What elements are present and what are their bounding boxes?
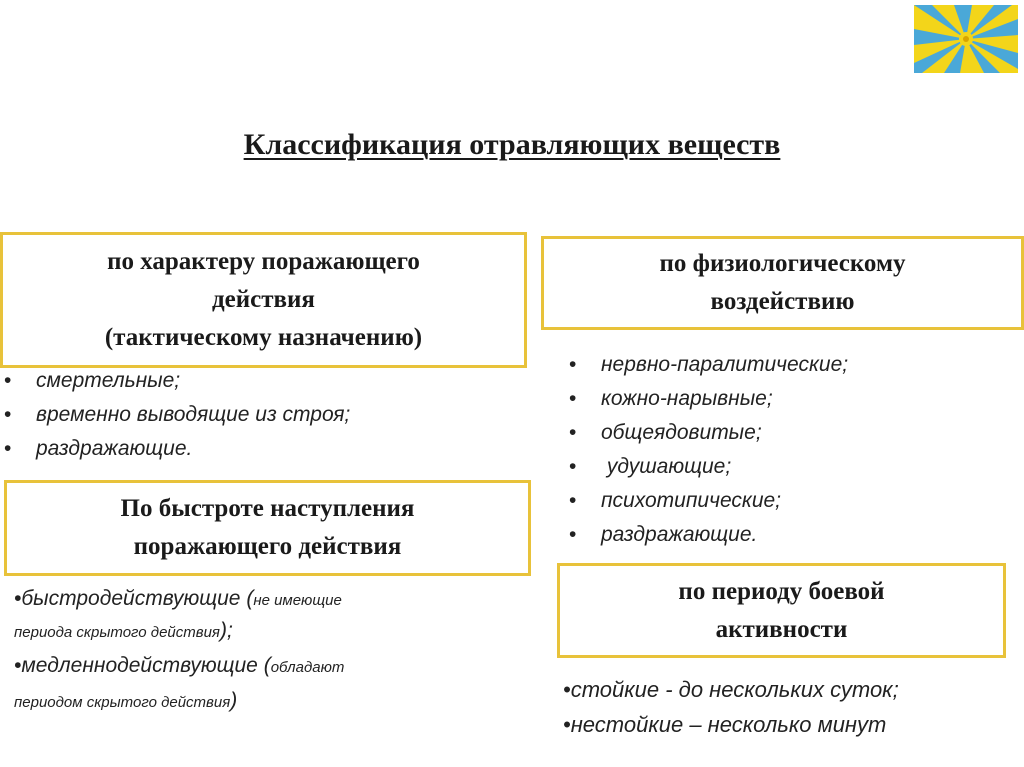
box-line: По быстроте наступления	[120, 495, 415, 522]
list-item: • раздражающие.	[565, 518, 848, 552]
speed-classification-box	[4, 480, 531, 576]
list-item: • общеядовитые;	[565, 416, 848, 450]
box-line: воздействию	[710, 288, 855, 315]
list-item-continuation: периодом скрытого действия)	[14, 689, 238, 712]
box-line: действия	[212, 286, 315, 313]
list-item: • психотипические;	[565, 484, 848, 518]
combat-period-classification-box	[557, 563, 1006, 658]
list-item: •медленнодействующие (обладают	[14, 654, 345, 677]
list-item: • кожно-нарывные;	[565, 382, 848, 416]
box-line: поражающего действия	[133, 533, 402, 560]
box-line: по характеру поражающего	[107, 248, 420, 275]
speed-list	[14, 582, 344, 716]
list-item: • временно выводящие из строя;	[0, 398, 350, 432]
combat-period-list	[563, 672, 899, 742]
list-item: • удушающие;	[565, 450, 848, 484]
list-item: • раздражающие.	[0, 432, 350, 466]
list-item: •стойкие - до нескольких суток;	[563, 677, 899, 702]
page-title: Классификация отравляющих веществ	[243, 128, 781, 161]
list-item: •быстродействующие (не имеющие	[14, 587, 342, 610]
box-line: (тактическому назначению)	[104, 324, 423, 351]
air-force-flag-icon	[914, 5, 1018, 73]
list-item: • нервно-паралитические;	[565, 348, 848, 382]
tactical-classification-box	[0, 232, 527, 368]
box-line: активности	[715, 615, 848, 643]
list-item-continuation: периода скрытого действия);	[14, 619, 233, 642]
list-item: •нестойкие – несколько минут	[563, 712, 887, 737]
tactical-list	[0, 364, 350, 466]
box-line: по физиологическому	[659, 250, 906, 277]
box-line: по периоду боевой	[678, 577, 885, 605]
list-item: • смертельные;	[0, 364, 350, 398]
physiological-list	[565, 348, 848, 552]
physiological-classification-box	[541, 236, 1024, 330]
